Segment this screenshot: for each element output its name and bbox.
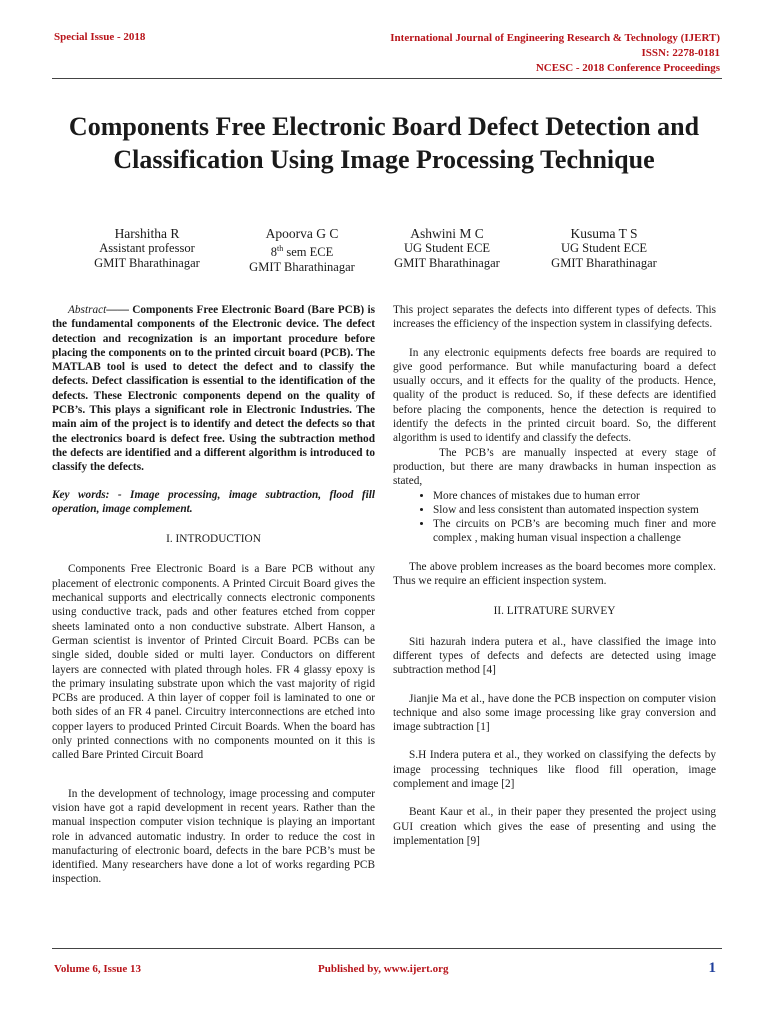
author-name: Harshitha R — [114, 226, 180, 241]
abstract-label: Abstract — [68, 304, 107, 316]
conference-proceedings: NCESC - 2018 Conference Proceedings — [535, 62, 720, 74]
author-4 — [519, 226, 689, 271]
keywords: Key words: - Image processing, image subtraction, flood fill operation, image complement. — [52, 488, 375, 515]
footer-rule — [52, 948, 722, 949]
section-heading-survey: II. LITRATURE SURVEY — [493, 605, 616, 618]
paragraph: Beant Kaur et al., in their paper they presented the project using GUI creation which gives the ease of presenting and using the implementation [9] — [393, 806, 716, 847]
paragraph: S.H Indera putera et al., they worked on classifying the defects by image processing techniques like flood fill operation, image complement and image [2] — [393, 749, 716, 791]
paragraph: Components Free Electronic Board is a Bare PCB without any placement of electronic components. A Printed Circuit Board gives the mechanical supports and electrically connects electronic components using conductive track, pads and other features etched from copper sheets laminated onto a non conductive substrate. Albert Hanson, a German scientist is inventor of Printed Circuit Board. PCBs can be single sided, double sided or multi layer. Conductors on different layers are connected with plated through holes. FR 4 glassy epoxy is the primary insulating substrate upon which the vast majority of rigid PCBs are produced. A thin layer of copper foil is laminated to one or both sides of an FR 4 panel. Circuitry interconnections are etched into copper layers to produced Printed Circuit Boards. When the board has only printed connections with no components mounted on it this is called Bare Printed Circuit Board — [52, 563, 375, 762]
author-role: UG Student ECE — [403, 241, 491, 255]
author-name: Apoorva G C — [265, 226, 339, 241]
paragraph: Siti hazurah indera putera et al., have classified the image into different types of defects and defects are detected using image subtraction method [4] — [393, 635, 716, 677]
journal-name: International Journal of Engineering Research & Technology (IJERT) — [390, 32, 720, 44]
paragraph: This project separates the defects into different types of defects. This increases the efficiency of the inspection system in classifying defects. — [393, 304, 716, 331]
paragraph: The PCB’s are manually inspected at every stage of production, but there are many drawbacks in human inspection as stated, — [393, 446, 716, 488]
abstract: Abstract—— Components Free Electronic Board (Bare PCB) is the fundamental components of the Electronic device. The defect detection and recognization is an important procedure before placing the components on to the printed circuit board (PCB). The MATLAB tool is used to detect the defect and to classify the defects. Defect classification is essential to the identification of the defects. These Electronic components depend on the quality of PCB’s. This plays a significant role in Electronic Industries. The main aim of the project is to identify and detect the defects so that the electronics board is defect free. Using the subtraction method the defects are identified and a different algorithm is introduced to classify the defects. — [52, 304, 375, 474]
list-item: • More chances of mistakes due to human error — [433, 489, 716, 503]
page-number: 1 — [708, 960, 716, 976]
running-header-left: Special Issue - 2018 — [54, 31, 146, 43]
paper-title: Components Free Electronic Board Defect Detection and Classification Using Image Processing Technique — [68, 112, 700, 174]
issn: ISSN: 2278-0181 — [641, 47, 720, 59]
section-heading-introduction: I. INTRODUCTION — [166, 533, 261, 546]
author-affiliation: GMIT Bharathinagar — [551, 256, 657, 270]
footer-volume: Volume 6, Issue 13 — [54, 963, 141, 975]
running-header-right — [390, 31, 720, 76]
author-affiliation: GMIT Bharathinagar — [94, 256, 200, 270]
author-name: Ashwini M C — [410, 226, 484, 241]
right-column — [393, 303, 716, 848]
header-rule — [52, 78, 722, 79]
left-column — [52, 303, 375, 887]
paragraph: In the development of technology, image processing and computer vision have got a rapid development in recent years. Rather than the manual inspection computer vision technique is playing an important role in advanced automatic industry. In order to reduce the cost in manufacturing of electronic board, defects in the bare PCB’s must be identified. Many researchers have done a lot of works regarding PCB inspection. — [52, 787, 375, 886]
footer-publisher: Published by, www.ijert.org — [318, 963, 449, 975]
author-3 — [362, 226, 532, 271]
author-affiliation: GMIT Bharathinagar — [249, 260, 355, 275]
paragraph: Jianjie Ma et al., have done the PCB inspection on computer vision technique and also some image processing like gray conversion and image subtraction [1] — [393, 692, 716, 734]
author-affiliation: GMIT Bharathinagar — [394, 256, 500, 270]
author-role: 8th sem ECE — [270, 244, 334, 260]
paragraph: In any electronic equipments defects free boards are required to give good performance. But while manufacturing board a defect usually occurs, and it effects for the quality of the products. Hence, quality of the product is reduced. So, if these defects are identified before placing the components, hence the detection is required to identify the defects in the printed circuit board. So, the different algorithm is used to identify and classify the defects. — [393, 346, 716, 445]
author-role: Assistant professor — [99, 241, 195, 255]
author-name: Kusuma T S — [570, 226, 638, 241]
bullet-list — [393, 489, 716, 546]
paragraph: The above problem increases as the board becomes more complex. Thus we require an efficient inspection system. — [393, 560, 716, 588]
author-1 — [62, 226, 232, 271]
list-item: • Slow and less consistent than automated inspection system — [433, 503, 716, 517]
list-item: • The circuits on PCB’s are becoming much finer and more complex , making human visual inspection a challenge — [433, 517, 716, 546]
author-role: UG Student ECE — [560, 241, 648, 255]
